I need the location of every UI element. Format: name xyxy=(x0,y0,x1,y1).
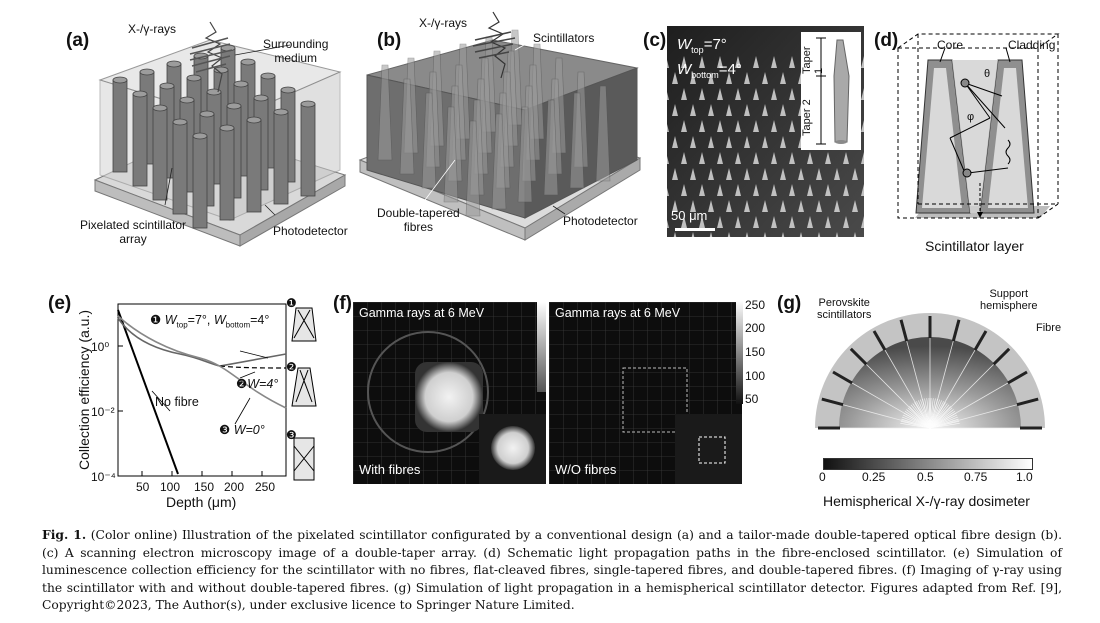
panel-a-rays-label: X-/γ-rays xyxy=(128,22,176,36)
caption-text: (Color online) Illustration of the pixelated scintillator configurated by a conventional design (a) and a tailor-made double-tapered optical fibre design (b). (c) A scanning electron microscopy image of a double-taper array. (d) Schematic light propagation paths in the fibre-enclosed scintillator. (e) Simulation of luminescence collection efficiency for the scintillator with no fibres, flat-cleaved fibres, single-tapered fibres, and double-tapered fibres. (f) Imaging of γ-ray using the scintillator with and without double-tapered fibres. (g) Simulation of light propagation in a hemispherical scintillator detector. Figures adapted from Ref. [9], Copyright©2023, The Author(s), under exclusive licence to Springer Nature Limited. xyxy=(42,528,1062,612)
g-cbar-tick-3: 0.75 xyxy=(964,470,988,484)
e-ylabel: Collection efficiency (a.u.) xyxy=(76,309,92,471)
e-ytick-1: 10⁻² xyxy=(91,405,115,419)
f-cbar-tick-0: 250 xyxy=(745,298,766,312)
panel-e-label: (e) xyxy=(48,293,72,314)
e-curve3-label: ❸ W=0° xyxy=(219,423,265,437)
e-icon3-marker: ❸ xyxy=(286,428,297,442)
f-colorbar xyxy=(736,300,743,404)
panel-d-label: (d) xyxy=(874,30,899,51)
g-colorbar xyxy=(823,458,1033,470)
theta-label: θ xyxy=(984,68,991,80)
g-cbar-tick-4: 1.0 xyxy=(1016,470,1033,484)
g-cbar-tick-2: 0.5 xyxy=(917,470,934,484)
e-ytick-0: 10⁰ xyxy=(91,340,110,354)
e-icon1-marker: ❶ xyxy=(286,296,297,310)
caption-lead: Fig. 1. xyxy=(42,527,87,542)
e-xtick-2: 150 xyxy=(194,480,215,494)
panel-b-rays-label: X-/γ-rays xyxy=(419,16,467,30)
e-xtick-1: 100 xyxy=(160,480,181,494)
e-no-fibre-label: No fibre xyxy=(155,395,199,409)
cladding-label: Cladding xyxy=(1008,38,1056,52)
scale-bar-label: 50 μm xyxy=(671,208,708,223)
core-label: Core xyxy=(937,38,964,52)
w-bottom-label: $W_{bottom}=4^\circ$ xyxy=(677,61,742,80)
f-cbar-tick-4: 50 xyxy=(745,392,759,406)
e-xtick-0: 50 xyxy=(136,480,150,494)
e-ytick-2: 10⁻⁴ xyxy=(91,470,116,484)
panel-b-detector-label: Photodetector xyxy=(563,214,638,228)
e-curve-2 xyxy=(220,366,286,368)
panel-a-array-label: Pixelated scintillator array xyxy=(80,218,187,246)
panel-g-label: (g) xyxy=(777,293,802,314)
e-xtick-4: 250 xyxy=(255,480,276,494)
gamma-image-with-fibres xyxy=(353,302,546,484)
taper2-label: Taper 2 xyxy=(801,99,813,136)
g-cbar-tick-1: 0.25 xyxy=(862,470,886,484)
panel-c-label: (c) xyxy=(643,30,667,51)
e-xlabel: Depth (μm) xyxy=(166,494,237,510)
f-cbar-tick-1: 200 xyxy=(745,321,766,335)
light-path-schematic xyxy=(890,28,1060,238)
e-xtick-3: 200 xyxy=(224,480,245,494)
e-curve-3 xyxy=(118,316,286,408)
g-cbar-tick-0: 0 xyxy=(819,470,826,484)
g-title: Hemispherical X-/γ-ray dosimeter xyxy=(823,493,1030,509)
fibre-label: Fibre xyxy=(1036,322,1062,334)
perovskite-label: Perovskite scintillators xyxy=(817,297,872,321)
taper1-label: Taper 1 xyxy=(801,46,825,74)
figure-caption xyxy=(42,526,1062,615)
f-cbar-tick-3: 100 xyxy=(745,369,766,383)
panel-b-label: (b) xyxy=(377,30,402,51)
gamma-image-without-fibres xyxy=(549,302,742,484)
e-ylabel-wrap xyxy=(72,296,90,486)
w-top-label: $W_{top}=7^\circ$ xyxy=(677,36,727,55)
panel-a-label: (a) xyxy=(66,30,90,51)
e-icon2-marker: ❷ xyxy=(286,360,297,374)
support-label: Support hemisphere xyxy=(980,288,1038,312)
sem-inset xyxy=(801,32,861,150)
scintillator-layer-label: Scintillator layer xyxy=(925,238,1024,254)
panel-b-fibres-label: Double-tapered fibres xyxy=(377,206,460,234)
panel-a-medium-label: Surrounding medium xyxy=(263,37,329,65)
scale-bar xyxy=(675,228,715,231)
e-curve2-label: ❷W=4° xyxy=(236,377,279,391)
panel-f-label: (f) xyxy=(333,293,352,314)
f-cbar-tick-2: 150 xyxy=(745,345,766,359)
panel-b-scint-label: Scintillators xyxy=(533,31,595,45)
sem-image xyxy=(667,26,864,237)
e-curve1-label: ❶ $W_{top}=7^\circ$, $W_{bottom}=4^\circ$ xyxy=(150,313,270,330)
f-right-caption: W/O fibres xyxy=(555,462,617,477)
f-left-caption: With fibres xyxy=(359,462,421,477)
phi-label: φ xyxy=(967,111,975,123)
e-curve-no-fibre xyxy=(118,310,178,474)
f-right-title: Gamma rays at 6 MeV xyxy=(555,306,681,320)
panel-a-detector-label: Photodetector xyxy=(273,224,348,238)
f-left-title: Gamma rays at 6 MeV xyxy=(359,306,485,320)
